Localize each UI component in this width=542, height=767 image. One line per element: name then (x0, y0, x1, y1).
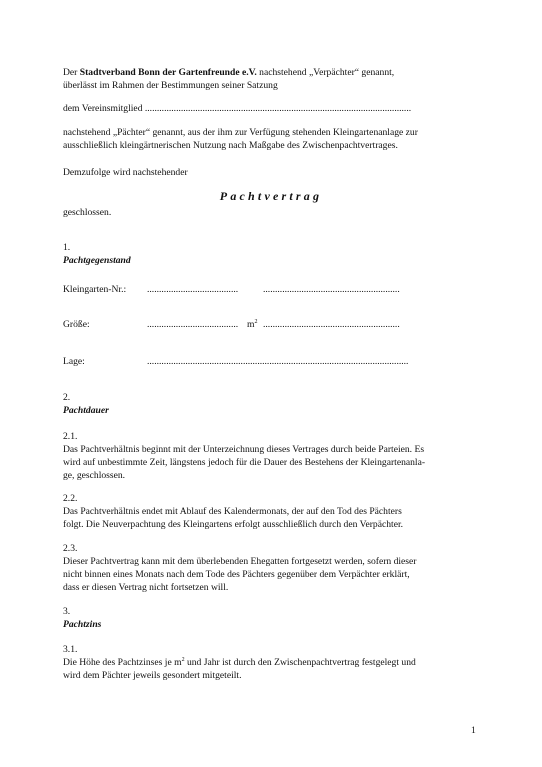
size-unit (247, 318, 257, 331)
garden-number-field: ...................................... (147, 284, 239, 295)
clause-2-1-number: 2.1. (63, 431, 78, 442)
intro-line-2: überlässt im Rahmen der Bestimmungen seiner Satzung (63, 80, 278, 91)
clause-text: Die Höhe des Pachtzinses je m (63, 657, 182, 668)
document-title: Pachtvertrag (219, 189, 323, 203)
concluded-text: geschlossen. (63, 207, 112, 218)
intro-line-1 (63, 66, 394, 79)
association-name: Stadtverband Bonn der Gartenfreunde e.V. (79, 67, 257, 78)
section-3-heading: Pachtzins (63, 619, 102, 630)
size-field: ...................................... (147, 319, 239, 330)
location-label: Lage: (63, 356, 85, 367)
intro-line-5: ausschließlich kleingärtnerischen Nutzung nach Maßgabe des Zwischenpachtvertrages. (63, 140, 398, 151)
clause-2-1-line: ge, geschlossen. (63, 470, 126, 481)
member-name-field: dem Vereinsmitglied ............................................................................................................... (63, 103, 412, 114)
section-1-heading: Pachtgegenstand (63, 255, 131, 266)
section-1-number: 1. (63, 242, 71, 253)
intro-text: nachstehend „Verpächter“ genannt, (256, 67, 395, 78)
intro-line-4: nachstehend „Pächter“ genannt, aus der ihm zur Verfügung stehenden Kleingartenanlage zur (63, 127, 418, 138)
clause-3-1-line: wird dem Pächter jeweils gesondert mitgeteilt. (63, 670, 242, 681)
location-field: ............................................................................................................. (147, 356, 409, 367)
clause-text: und Jahr ist durch den Zwischenpachtvertrag festgelegt und (184, 657, 416, 668)
clause-2-3-line: Dieser Pachtvertrag kann mit dem überlebenden Ehegatten fortgesetzt werden, sofern dieser (63, 556, 417, 567)
section-3-number: 3. (63, 606, 71, 617)
clause-2-2-line: folgt. Die Neuverpachtung des Kleingartens erfolgt ausschließlich durch den Verpächter. (63, 519, 404, 530)
garden-number-extra-field: ......................................................... (263, 284, 400, 295)
unit-exponent: 2 (181, 656, 185, 663)
clause-3-1-line (63, 656, 416, 669)
unit-exponent: 2 (254, 318, 258, 325)
page-number: 1 (471, 725, 476, 736)
intro-line-6: Demzufolge wird nachstehender (63, 167, 188, 178)
clause-2-2-line: Das Pachtverhältnis endet mit Ablauf des Kalendermonats, der auf den Tod des Pächters (63, 506, 402, 517)
garden-number-label: Kleingarten-Nr.: (63, 284, 127, 295)
size-extra-field: ......................................................... (263, 319, 400, 330)
unit-text: m (247, 319, 255, 330)
clause-2-1-line: Das Pachtverhältnis beginnt mit der Unterzeichnung dieses Vertrages durch beide Parteien. Es (63, 444, 425, 455)
clause-3-1-number: 3.1. (63, 644, 78, 655)
clause-2-3-line: dass er diesen Vertrag nicht fortsetzen will. (63, 582, 229, 593)
clause-2-2-number: 2.2. (63, 493, 78, 504)
section-2-number: 2. (63, 392, 71, 403)
clause-2-1-line: wird auf unbestimmte Zeit, längstens jedoch für die Dauer des Bestehens der Kleingartenanla- (63, 457, 426, 468)
clause-2-3-line: nicht binnen eines Monats nach dem Tode des Pächters gegenüber dem Verpächter erklärt, (63, 569, 410, 580)
intro-text: Der (63, 67, 80, 78)
size-label: Größe: (63, 319, 90, 330)
section-2-heading: Pachtdauer (63, 405, 109, 416)
clause-2-3-number: 2.3. (63, 543, 78, 554)
